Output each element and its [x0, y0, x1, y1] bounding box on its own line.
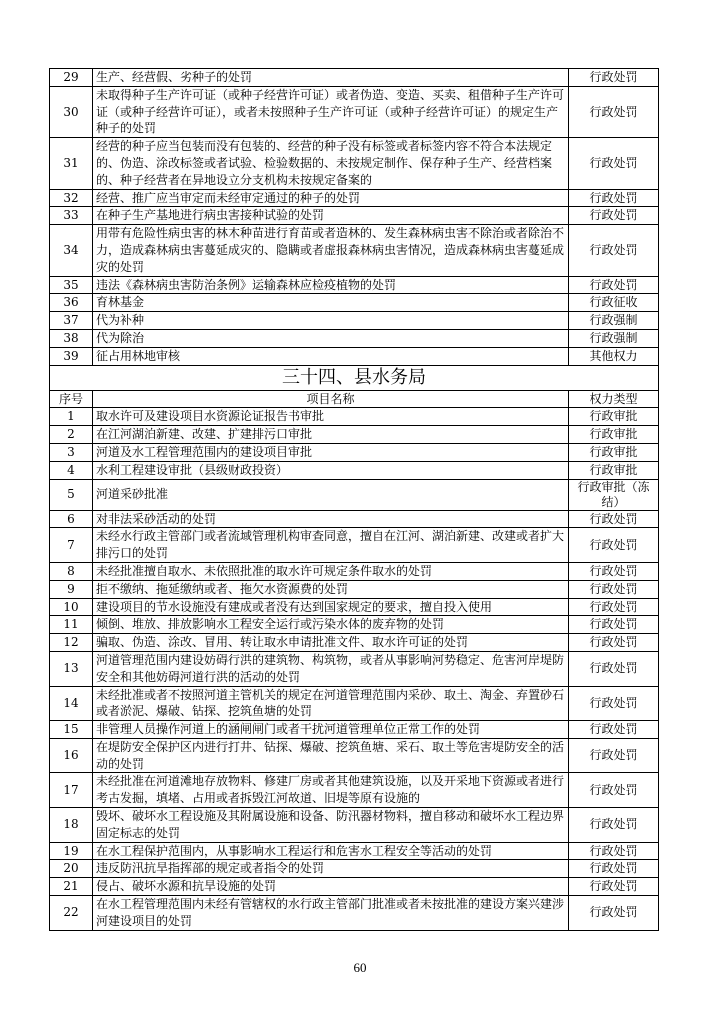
item-name: 代为除治 [93, 329, 569, 347]
power-type: 行政处罚 [569, 86, 659, 137]
row-number: 34 [50, 225, 93, 276]
power-type: 行政强制 [569, 312, 659, 330]
power-type: 行政处罚 [569, 860, 659, 878]
table-row [50, 878, 659, 896]
table-row [50, 138, 659, 189]
forestry-rows [50, 69, 659, 366]
table-row [50, 634, 659, 652]
table-row [50, 443, 659, 461]
table-row [50, 896, 659, 931]
table-row [50, 842, 659, 860]
row-number: 19 [50, 842, 93, 860]
table-row [50, 408, 659, 426]
power-list-sheet [49, 68, 658, 931]
item-name: 生产、经营假、劣种子的处罚 [93, 69, 569, 87]
table-row [50, 808, 659, 843]
power-type: 行政强制 [569, 329, 659, 347]
row-number: 12 [50, 634, 93, 652]
table-row [50, 738, 659, 773]
table-row [50, 86, 659, 137]
power-type: 行政处罚 [569, 721, 659, 739]
item-name: 未经水行政主管部门或者流域管理机构审查同意，擅自在江河、湖泊新建、改建或者扩大排污口的处罚 [93, 528, 569, 563]
power-type: 行政处罚 [569, 562, 659, 580]
item-name: 骗取、伪造、涂改、冒用、转让取水申请批准文件、取水许可证的处罚 [93, 634, 569, 652]
item-name: 经营、推广应当审定而未经审定通过的种子的处罚 [93, 189, 569, 207]
row-number: 36 [50, 294, 93, 312]
item-name: 违反防汛抗旱指挥部的规定或者指令的处罚 [93, 860, 569, 878]
row-number: 6 [50, 510, 93, 528]
row-number: 10 [50, 598, 93, 616]
table-row [50, 294, 659, 312]
item-name: 用带有危险性病虫害的林木种苗进行育苗或者造林的、发生森林病虫害不除治或者除治不力，造成森林病虫害蔓延成灾的、隐瞒或者虚报森林病虫害情况，造成森林病虫害蔓延成灾的处罚 [93, 225, 569, 276]
row-number: 4 [50, 461, 93, 479]
header-name: 项目名称 [93, 390, 569, 408]
table-row [50, 721, 659, 739]
item-name: 在水工程管理范围内未经有管辖权的水行政主管部门批准或者未按批准的建设方案兴建涉河建设项目的处罚 [93, 896, 569, 931]
item-name: 征占用林地审核 [93, 347, 569, 365]
header-no: 序号 [50, 390, 93, 408]
item-name: 代为补种 [93, 312, 569, 330]
item-name: 河道管理范围内建设妨碍行洪的建筑物、构筑物，或者从事影响河势稳定、危害河岸堤防安全和其他妨碍河道行洪的活动的处罚 [93, 651, 569, 686]
row-number: 8 [50, 562, 93, 580]
row-number: 33 [50, 207, 93, 225]
row-number: 9 [50, 580, 93, 598]
row-number: 37 [50, 312, 93, 330]
power-type: 行政审批 [569, 408, 659, 426]
power-type: 行政处罚 [569, 808, 659, 843]
table-row [50, 69, 659, 87]
power-type: 行政处罚 [569, 773, 659, 808]
item-name: 水利工程建设审批（县级财政投资） [93, 461, 569, 479]
table-row [50, 686, 659, 721]
power-type: 行政审批 [569, 461, 659, 479]
item-name: 对非法采砂活动的处罚 [93, 510, 569, 528]
table-row [50, 860, 659, 878]
row-number: 14 [50, 686, 93, 721]
power-type: 行政征收 [569, 294, 659, 312]
row-number: 38 [50, 329, 93, 347]
item-name: 在水工程保护范围内，从事影响水工程运行和危害水工程安全等活动的处罚 [93, 842, 569, 860]
table-row [50, 598, 659, 616]
power-type: 行政处罚 [569, 738, 659, 773]
item-name: 取水许可及建设项目水资源论证报告书审批 [93, 408, 569, 426]
item-name: 育林基金 [93, 294, 569, 312]
row-number: 7 [50, 528, 93, 563]
row-number: 18 [50, 808, 93, 843]
power-type: 行政处罚 [569, 510, 659, 528]
table-row [50, 528, 659, 563]
row-number: 30 [50, 86, 93, 137]
power-type: 行政审批（冻结） [569, 479, 659, 510]
power-type: 行政处罚 [569, 598, 659, 616]
row-number: 35 [50, 276, 93, 294]
row-number: 39 [50, 347, 93, 365]
power-type: 行政处罚 [569, 686, 659, 721]
table-header-row [50, 390, 659, 408]
power-type: 行政处罚 [569, 528, 659, 563]
row-number: 1 [50, 408, 93, 426]
power-type: 行政处罚 [569, 580, 659, 598]
item-name: 未经批准或者不按照河道主管机关的规定在河道管理范围内采砂、取土、淘金、弃置砂石或者淤泥、爆破、钻探、挖筑鱼塘的处罚 [93, 686, 569, 721]
power-type: 行政处罚 [569, 138, 659, 189]
power-type: 行政处罚 [569, 651, 659, 686]
table-row [50, 461, 659, 479]
table-row [50, 225, 659, 276]
section-title: 三十四、县水务局 [50, 365, 659, 390]
table-row [50, 773, 659, 808]
item-name: 拒不缴纳、拖延缴纳或者、拖欠水资源费的处罚 [93, 580, 569, 598]
power-type: 行政处罚 [569, 69, 659, 87]
power-type: 行政处罚 [569, 842, 659, 860]
power-type: 行政审批 [569, 426, 659, 444]
row-number: 21 [50, 878, 93, 896]
page-number: 60 [353, 960, 367, 975]
table-row [50, 312, 659, 330]
item-name: 未取得种子生产许可证（或种子经营许可证）或者伪造、变造、买卖、租借种子生产许可证（或种子经营许可证），或者未按照种子生产许可证（或种子经营许可证）的规定生产种子的处罚 [93, 86, 569, 137]
row-number: 20 [50, 860, 93, 878]
item-name: 未经批准擅自取水、未依照批准的取水许可规定条件取水的处罚 [93, 562, 569, 580]
table-row [50, 562, 659, 580]
table-row [50, 580, 659, 598]
item-name: 倾倒、堆放、排放影响水工程安全运行或污染水体的废弃物的处罚 [93, 616, 569, 634]
item-name: 在江河湖泊新建、改建、扩建排污口审批 [93, 426, 569, 444]
water-bureau-rows [50, 408, 659, 930]
item-name: 毁坏、破坏水工程设施及其附属设施和设备、防汛器材物料，擅自移动和破坏水工程边界固定标志的处罚 [93, 808, 569, 843]
item-name: 建设项目的节水设施没有建成或者没有达到国家规定的要求，擅自投入使用 [93, 598, 569, 616]
row-number: 13 [50, 651, 93, 686]
section-title-row [50, 365, 659, 390]
item-name: 违法《森林病虫害防治条例》运输森林应检疫植物的处罚 [93, 276, 569, 294]
power-type: 行政处罚 [569, 276, 659, 294]
table-row [50, 276, 659, 294]
table-row [50, 510, 659, 528]
row-number: 17 [50, 773, 93, 808]
power-type: 行政处罚 [569, 225, 659, 276]
table-row [50, 189, 659, 207]
power-type: 行政处罚 [569, 207, 659, 225]
item-name: 非管理人员操作河道上的涵闸闸门或者干扰河道管理单位正常工作的处罚 [93, 721, 569, 739]
power-type: 其他权力 [569, 347, 659, 365]
item-name: 河道及水工程管理范围内的建设项目审批 [93, 443, 569, 461]
power-type: 行政处罚 [569, 878, 659, 896]
power-type: 行政处罚 [569, 189, 659, 207]
power-type: 行政处罚 [569, 896, 659, 931]
item-name: 经营的种子应当包装而没有包装的、经营的种子没有标签或者标签内容不符合本法规定的、伪造、涂改标签或者试验、检验数据的、未按规定制作、保存种子生产、经营档案的、种子经营者在异地设立分支机构未按规定备案的 [93, 138, 569, 189]
item-name: 在堤防安全保护区内进行打井、钻探、爆破、挖筑鱼塘、采石、取土等危害堤防安全的活动的处罚 [93, 738, 569, 773]
row-number: 32 [50, 189, 93, 207]
table-row [50, 479, 659, 510]
table-row [50, 616, 659, 634]
water-bureau-section [50, 365, 659, 408]
item-name: 未经批准在河道滩地存放物料、修建厂房或者其他建筑设施，以及开采地下资源或者进行考古发掘，填堵、占用或者拆毁江河故道、旧堤等原有设施的 [93, 773, 569, 808]
row-number: 31 [50, 138, 93, 189]
power-type: 行政处罚 [569, 616, 659, 634]
table-row [50, 329, 659, 347]
row-number: 11 [50, 616, 93, 634]
power-type: 行政处罚 [569, 634, 659, 652]
item-name: 侵占、破坏水源和抗旱设施的处罚 [93, 878, 569, 896]
table-row [50, 426, 659, 444]
row-number: 3 [50, 443, 93, 461]
row-number: 2 [50, 426, 93, 444]
row-number: 5 [50, 479, 93, 510]
power-list-table [49, 68, 659, 931]
row-number: 29 [50, 69, 93, 87]
row-number: 16 [50, 738, 93, 773]
table-row [50, 651, 659, 686]
row-number: 15 [50, 721, 93, 739]
table-row [50, 347, 659, 365]
header-type: 权力类型 [569, 390, 659, 408]
row-number: 22 [50, 896, 93, 931]
item-name: 在种子生产基地进行病虫害接种试验的处罚 [93, 207, 569, 225]
table-row [50, 207, 659, 225]
item-name: 河道采砂批准 [93, 479, 569, 510]
power-type: 行政审批 [569, 443, 659, 461]
